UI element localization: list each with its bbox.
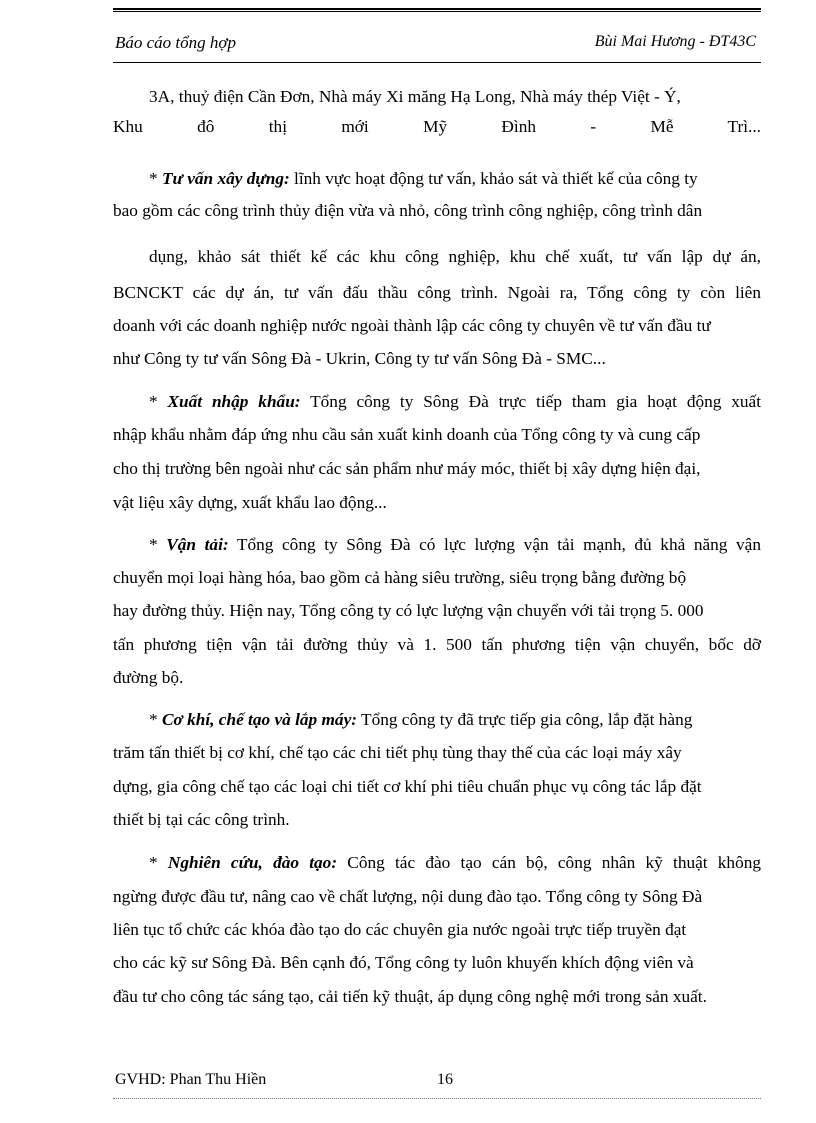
header-report-title: Báo cáo tổng hợp: [115, 33, 236, 52]
bullet: *: [149, 710, 162, 729]
paragraph-lead-line: [113, 533, 761, 557]
text-line: doanh với các doanh nghiệp nước ngoài thành lập các công ty chuyên về tư vấn đầu tư: [113, 316, 711, 335]
text-line: Khu đô thị mới Mỹ Đình - Mễ Trì...: [113, 117, 761, 136]
bullet: *: [149, 169, 162, 188]
text-run: Tổng công ty Sông Đà trực tiếp tham gia hoạt động xuất: [300, 392, 761, 411]
footer-advisor: GVHD: Phan Thu Hiền: [115, 1071, 267, 1088]
text-line: nhập khẩu nhằm đáp ứng nhu cầu sản xuất kinh doanh của Tổng công ty và cung cấp: [113, 425, 701, 444]
text-line: BCNCKT các dự án, tư vấn đấu thầu công trình. Ngoài ra, Tổng công ty còn liên: [113, 283, 761, 302]
paragraph-lead-line: [113, 167, 761, 191]
text-line: liên tục tổ chức các khóa đào tạo do các chuyên gia nước ngoài trực tiếp truyền đạt: [113, 920, 687, 939]
text-line: cho thị trường bên ngoài như các sản phẩm như máy móc, thiết bị xây dựng hiện đại,: [113, 459, 701, 478]
text-line: ngừng được đầu tư, nâng cao về chất lượng, nội dung đào tạo. Tổng công ty Sông Đà: [113, 887, 703, 906]
paragraph-lead-line: [113, 708, 761, 732]
text-line: đường bộ.: [113, 668, 184, 687]
section-heading: Cơ khí, chế tạo và lắp máy:: [161, 710, 357, 729]
text-line: như Công ty tư vấn Sông Đà - Ukrin, Công ty tư vấn Sông Đà - SMC...: [113, 349, 606, 368]
page-number: 16: [437, 1071, 453, 1088]
text-line: cho các kỹ sư Sông Đà. Bên cạnh đó, Tổng công ty luôn khuyến khích động viên và: [113, 953, 694, 972]
bullet: *: [149, 853, 168, 872]
text-line: vật liệu xây dựng, xuất khẩu lao động...: [113, 493, 387, 512]
text-line: thiết bị tại các công trình.: [113, 810, 290, 829]
header-author: Bùi Mai Hương - ĐT43C: [594, 33, 756, 50]
text-line: bao gồm các công trình thủy điện vừa và nhỏ, công trình công nghiệp, công trình dân: [113, 201, 703, 220]
text-line: 3A, thuỷ điện Cần Đơn, Nhà máy Xi măng Hạ Long, Nhà máy thép Việt - Ý,: [149, 87, 681, 106]
header-bottom-rule: [113, 62, 761, 63]
section-heading: Tư vấn xây dựng:: [161, 169, 290, 188]
text-run: lĩnh vực hoạt động tư vấn, khảo sát và thiết kế của công ty: [289, 169, 698, 188]
bullet: *: [149, 392, 168, 411]
paragraph-lead-line: [113, 390, 761, 414]
text-run: Công tác đào tạo cán bộ, công nhân kỹ thuật không: [337, 853, 761, 872]
text-line: chuyển mọi loại hàng hóa, bao gồm cả hàng siêu trường, siêu trọng bằng đường bộ: [113, 568, 687, 587]
text-line: trăm tấn thiết bị cơ khí, chế tạo các chi tiết phụ tùng thay thế của các loại máy xây: [113, 743, 682, 762]
text-line: hay đường thủy. Hiện nay, Tổng công ty có lực lượng vận chuyển với tải trọng 5. 000: [113, 601, 704, 620]
header-top-rule: [113, 8, 761, 12]
text-line: dựng, gia công chế tạo các loại chi tiết cơ khí phi tiêu chuẩn phục vụ công tác lắp đặt: [113, 777, 702, 796]
footer-rule: [113, 1098, 761, 1099]
text-run: Tổng công ty Sông Đà có lực lượng vận tải mạnh, đủ khả năng vận: [228, 535, 761, 554]
text-line: tấn phương tiện vận tải đường thủy và 1. 500 tấn phương tiện vận chuyển, bốc dỡ: [113, 635, 761, 654]
text-run: Tổng công ty đã trực tiếp gia công, lắp đặt hàng: [357, 710, 693, 729]
section-heading: Vận tải:: [166, 535, 229, 554]
bullet: *: [149, 535, 167, 554]
paragraph-lead-line: [113, 851, 761, 875]
section-heading: Xuất nhập khẩu:: [167, 392, 301, 411]
text-line: đầu tư cho công tác sáng tạo, cải tiến kỹ thuật, áp dụng công nghệ mới trong sản xuất.: [113, 987, 707, 1006]
section-heading: Nghiên cứu, đào tạo:: [167, 853, 338, 872]
text-line: dụng, khảo sát thiết kế các khu công nghiệp, khu chế xuất, tư vấn lập dự án,: [149, 247, 761, 266]
